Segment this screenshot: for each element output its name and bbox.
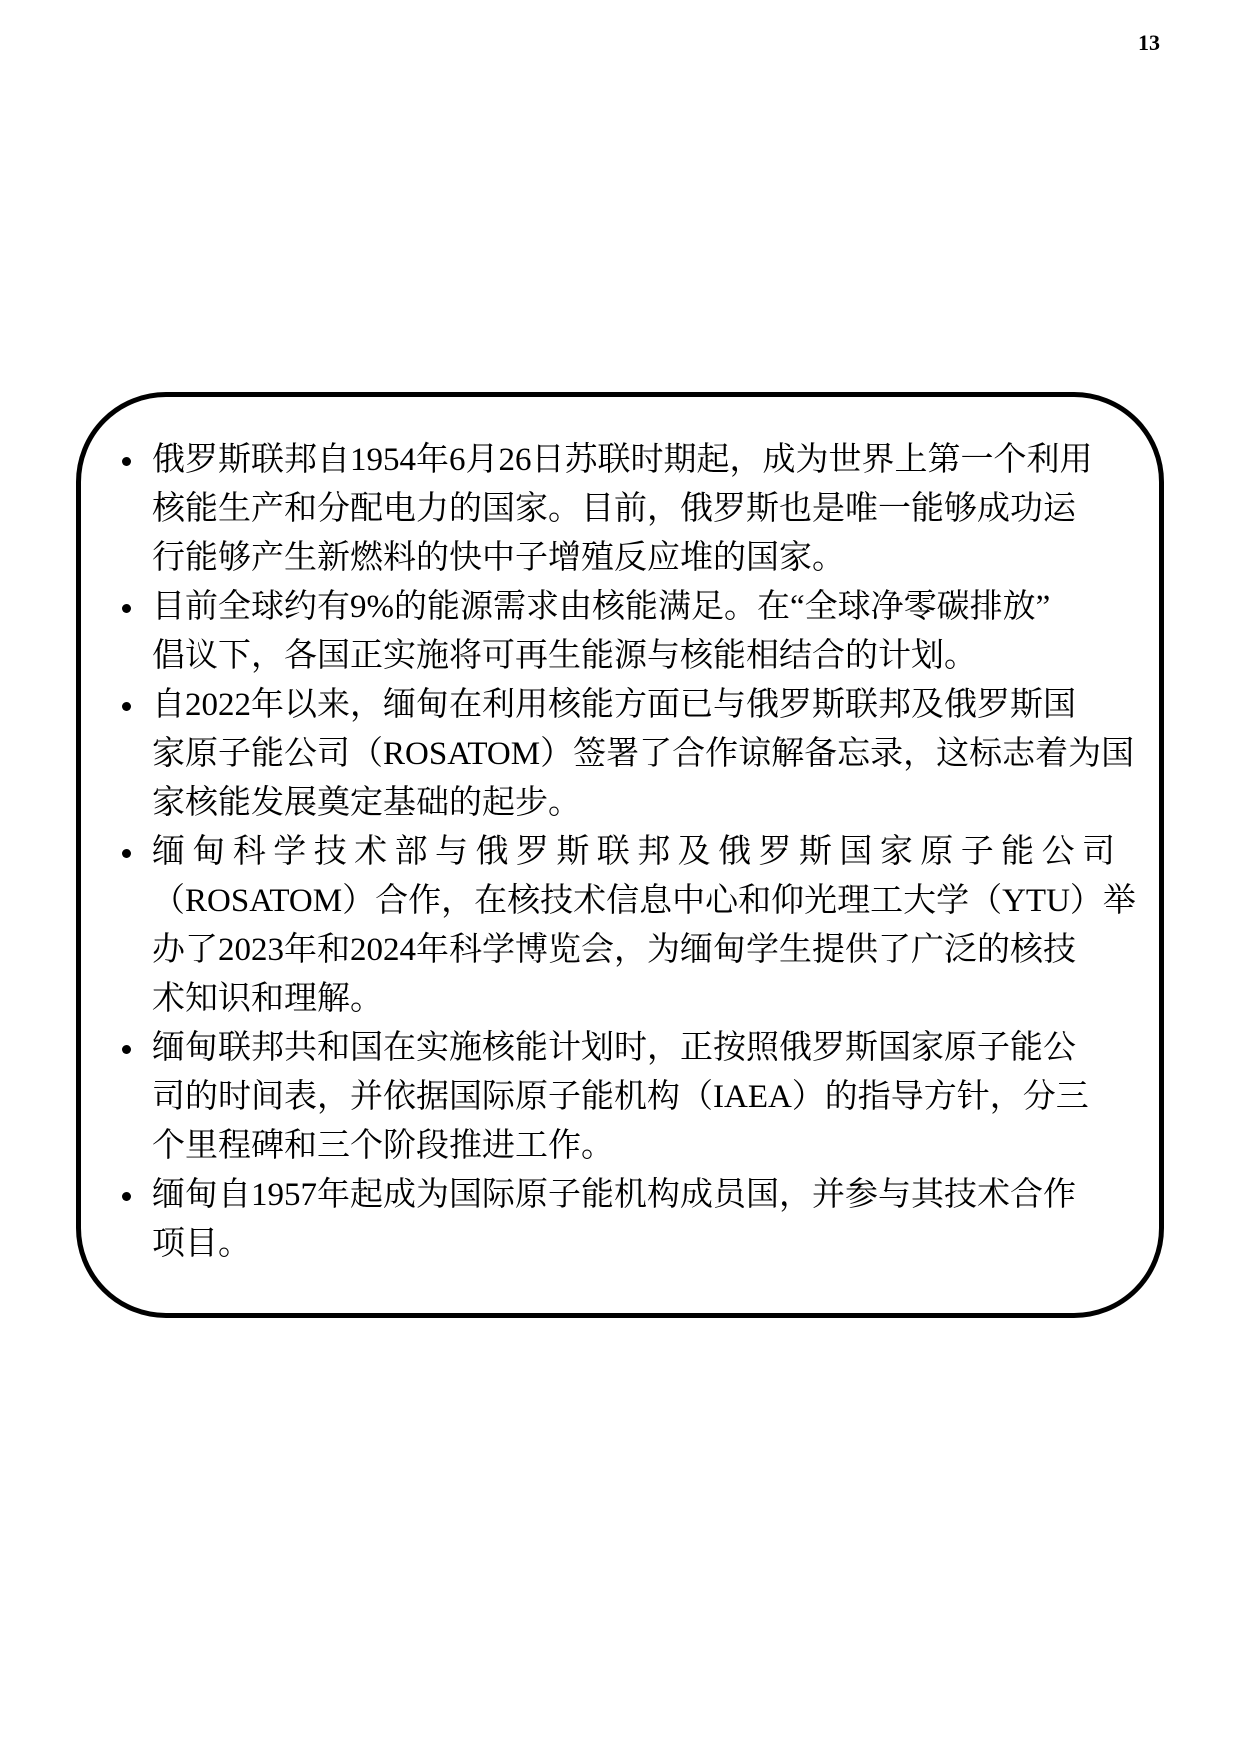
bullet-item (115, 583, 1115, 681)
bullet-item (115, 681, 1135, 828)
bullet-text-line: 俄罗斯联邦自1954年6月26日苏联时期起，成为世界上第一个利用 (152, 442, 1093, 478)
bullet-text-line: 个里程碑和三个阶段推进工作。 (152, 1128, 614, 1164)
bullet-text-line: 术知识和理解。 (152, 981, 383, 1017)
bullet-text (152, 436, 1115, 583)
bullet-list (81, 397, 1159, 1269)
bullet-text (152, 1171, 1115, 1269)
bullet-text (152, 681, 1135, 828)
bullet-dot-icon (115, 1171, 152, 1201)
bullet-item (115, 828, 1136, 1024)
bullet-dot-icon (115, 1024, 152, 1054)
bullet-item (115, 1024, 1115, 1171)
bullet-text-line: 目前全球约有9%的能源需求由核能满足。在“全球净零碳排放” (152, 589, 1051, 625)
page-number: 13 (1138, 30, 1160, 55)
bullet-text-line: 缅甸自1957年起成为国际原子能机构成员国，并参与其技术合作 (152, 1177, 1076, 1213)
bullet-text-line: （ROSATOM）合作，在核技术信息中心和仰光理工大学（YTU）举 (152, 883, 1136, 919)
bullet-text-line: 倡议下，各国正实施将可再生能源与核能相结合的计划。 (152, 638, 977, 674)
bullet-text-line: 核能生产和分配电力的国家。目前，俄罗斯也是唯一能够成功运 (152, 491, 1076, 527)
bullet-text-line: 缅甸科学技术部与俄罗斯联邦及俄罗斯国家原子能公司 (152, 834, 1115, 870)
bullet-dot-icon (115, 828, 152, 858)
bullet-text-line: 自2022年以来，缅甸在利用核能方面已与俄罗斯联邦及俄罗斯国 (152, 687, 1076, 723)
bullet-item (115, 436, 1115, 583)
bullet-text (152, 828, 1136, 1024)
bullet-dot-icon (115, 681, 152, 711)
bullet-text-line: 项目。 (152, 1226, 251, 1262)
bullet-text-line: 家原子能公司（ROSATOM）签署了合作谅解备忘录，这标志着为国 (152, 736, 1135, 772)
bullet-text (152, 1024, 1115, 1171)
bullet-text-line: 行能够产生新燃料的快中子增殖反应堆的国家。 (152, 540, 845, 576)
bullet-text-line: 缅甸联邦共和国在实施核能计划时，正按照俄罗斯国家原子能公 (152, 1030, 1076, 1066)
bullet-dot-icon (115, 436, 152, 466)
bullet-item (115, 1171, 1115, 1269)
bullet-dot-icon (115, 583, 152, 613)
bullet-text-line: 家核能发展奠定基础的起步。 (152, 785, 581, 821)
bullet-text-line: 办了2023年和2024年科学博览会，为缅甸学生提供了广泛的核技 (152, 932, 1076, 968)
rounded-callout-box (76, 392, 1164, 1318)
bullet-text (152, 583, 1115, 681)
bullet-text-line: 司的时间表，并依据国际原子能机构（IAEA）的指导方针，分三 (152, 1079, 1089, 1115)
